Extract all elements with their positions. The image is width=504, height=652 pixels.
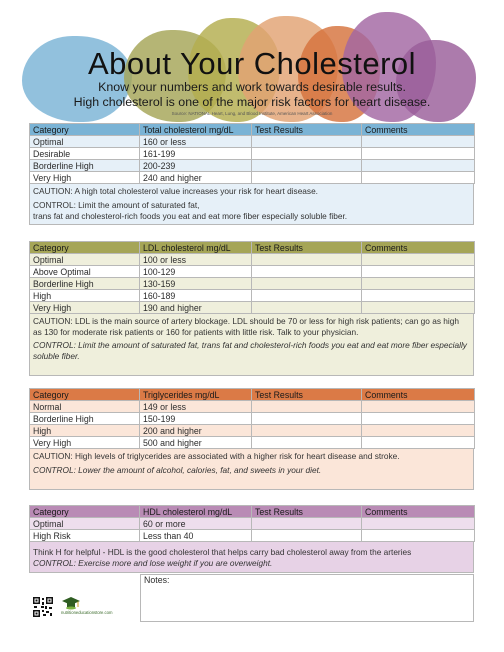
range-cell: 100 or less xyxy=(140,254,252,266)
category-cell: Very High xyxy=(30,302,140,314)
comment-cell[interactable] xyxy=(362,302,475,314)
table-row xyxy=(30,518,475,530)
range-cell: 150-199 xyxy=(140,413,252,425)
header-category: Category xyxy=(30,242,140,254)
total-cholesterol-table xyxy=(29,123,475,184)
comment-cell[interactable] xyxy=(362,136,475,148)
tip-text: Think H for helpful - HDL is the good cholesterol that helps carry bad cholesterol away from the arteries xyxy=(33,547,412,557)
range-cell: Less than 40 xyxy=(140,530,252,542)
header-comments: Comments xyxy=(362,242,475,254)
category-cell: Borderline High xyxy=(30,413,140,425)
comment-cell[interactable] xyxy=(362,518,475,530)
triglycerides-table xyxy=(29,388,475,449)
range-cell: 130-159 xyxy=(140,278,252,290)
header-test-results: Test Results xyxy=(252,389,362,401)
source-fineprint: Source: NATIONAL Heart, Lung, and Blood Institute, American Heart Association xyxy=(171,111,333,116)
category-cell: Optimal xyxy=(30,136,140,148)
comment-cell[interactable] xyxy=(362,160,475,172)
header-comments: Comments xyxy=(362,506,475,518)
logo-text: nutritioneducationstore.com xyxy=(61,610,113,615)
category-cell: Borderline High xyxy=(30,278,140,290)
table-header-row xyxy=(30,506,475,518)
test-result-cell[interactable] xyxy=(252,160,362,172)
hdl-section xyxy=(29,505,474,573)
table-row xyxy=(30,172,475,184)
range-cell: 160 or less xyxy=(140,136,252,148)
test-result-cell[interactable] xyxy=(252,148,362,160)
test-result-cell[interactable] xyxy=(252,278,362,290)
header-category: Category xyxy=(30,124,140,136)
table-row xyxy=(30,530,475,542)
test-result-cell[interactable] xyxy=(252,290,362,302)
header-test-results: Test Results xyxy=(252,242,362,254)
range-cell: 149 or less xyxy=(140,401,252,413)
range-cell: 161-199 xyxy=(140,148,252,160)
qr-code-icon xyxy=(32,596,54,618)
range-cell: 240 and higher xyxy=(140,172,252,184)
range-cell: 100-129 xyxy=(140,266,252,278)
range-cell: 200-239 xyxy=(140,160,252,172)
control-text-line-2: trans fat and cholesterol-rich foods you eat and eat more fiber especially soluble fiber. xyxy=(33,211,348,221)
caution-text: CAUTION: LDL is the main source of artery blockage. LDL should be 70 or less for high risk patients; can go as high as 130 for moderate risk patients or 160 for patients with little risk. Talk to your physician. xyxy=(33,316,459,337)
subtitle-line-2: High cholesterol is one of the major risk factors for heart disease. xyxy=(73,95,431,109)
table-row xyxy=(30,437,475,449)
control-text-line-1: CONTROL: Limit the amount of saturated fat, xyxy=(33,200,200,210)
range-cell: 160-189 xyxy=(140,290,252,302)
test-result-cell[interactable] xyxy=(252,302,362,314)
test-result-cell[interactable] xyxy=(252,530,362,542)
comment-cell[interactable] xyxy=(362,172,475,184)
ldl-note xyxy=(29,314,474,376)
test-result-cell[interactable] xyxy=(252,437,362,449)
hdl-table xyxy=(29,505,475,542)
total-cholesterol-note xyxy=(29,184,474,225)
test-result-cell[interactable] xyxy=(252,401,362,413)
comment-cell[interactable] xyxy=(362,530,475,542)
control-text: CONTROL: Lower the amount of alcohol, calories, fat, and sweets in your diet. xyxy=(33,465,322,475)
header-value: Total cholesterol mg/dL xyxy=(140,124,252,136)
category-cell: High xyxy=(30,425,140,437)
comment-cell[interactable] xyxy=(362,413,475,425)
test-result-cell[interactable] xyxy=(252,172,362,184)
header-comments: Comments xyxy=(362,389,475,401)
table-row xyxy=(30,266,475,278)
comment-cell[interactable] xyxy=(362,290,475,302)
comment-cell[interactable] xyxy=(362,425,475,437)
table-row xyxy=(30,160,475,172)
header-comments: Comments xyxy=(362,124,475,136)
category-cell: Optimal xyxy=(30,518,140,530)
comment-cell[interactable] xyxy=(362,254,475,266)
category-cell: High xyxy=(30,290,140,302)
range-cell: 190 and higher xyxy=(140,302,252,314)
comment-cell[interactable] xyxy=(362,401,475,413)
test-result-cell[interactable] xyxy=(252,254,362,266)
table-header-row xyxy=(30,389,475,401)
category-cell: Normal xyxy=(30,401,140,413)
test-result-cell[interactable] xyxy=(252,518,362,530)
comment-cell[interactable] xyxy=(362,148,475,160)
total-cholesterol-section xyxy=(29,123,474,225)
test-result-cell[interactable] xyxy=(252,413,362,425)
ldl-section xyxy=(29,241,474,376)
category-cell: Optimal xyxy=(30,254,140,266)
table-row xyxy=(30,278,475,290)
table-row xyxy=(30,425,475,437)
test-result-cell[interactable] xyxy=(252,425,362,437)
table-header-row xyxy=(30,124,475,136)
header-category: Category xyxy=(30,506,140,518)
header-value: Triglycerides mg/dL xyxy=(140,389,252,401)
hdl-note xyxy=(29,542,474,573)
triglycerides-section xyxy=(29,388,474,490)
category-cell: Very High xyxy=(30,437,140,449)
header-value: LDL cholesterol mg/dL xyxy=(140,242,252,254)
comment-cell[interactable] xyxy=(362,278,475,290)
table-row xyxy=(30,290,475,302)
category-cell: High Risk xyxy=(30,530,140,542)
brand-logo xyxy=(61,596,137,618)
category-cell: Borderline High xyxy=(30,160,140,172)
range-cell: 200 and higher xyxy=(140,425,252,437)
table-row xyxy=(30,413,475,425)
header-test-results: Test Results xyxy=(252,506,362,518)
graduation-cap-icon xyxy=(61,596,81,610)
page-title: About Your Cholesterol xyxy=(87,46,417,81)
comment-cell[interactable] xyxy=(362,437,475,449)
category-cell: Desirable xyxy=(30,148,140,160)
header-value: HDL cholesterol mg/dL xyxy=(140,506,252,518)
header-test-results: Test Results xyxy=(252,124,362,136)
category-cell: Very High xyxy=(30,172,140,184)
notes-field[interactable] xyxy=(140,574,474,622)
footer-area xyxy=(29,574,474,622)
table-row xyxy=(30,254,475,266)
table-row xyxy=(30,401,475,413)
comment-cell[interactable] xyxy=(362,266,475,278)
page-header xyxy=(0,48,504,117)
header-category: Category xyxy=(30,389,140,401)
test-result-cell[interactable] xyxy=(252,136,362,148)
table-row xyxy=(30,302,475,314)
caution-text: CAUTION: A high total cholesterol value increases your risk for heart disease. xyxy=(33,186,318,196)
category-cell: Above Optimal xyxy=(30,266,140,278)
table-row xyxy=(30,136,475,148)
range-cell: 60 or more xyxy=(140,518,252,530)
caution-text: CAUTION: High levels of triglycerides are associated with a higher risk for heart disease and stroke. xyxy=(33,451,400,461)
test-result-cell[interactable] xyxy=(252,266,362,278)
triglycerides-note xyxy=(29,449,474,490)
notes-label: Notes: xyxy=(144,575,170,585)
ldl-table xyxy=(29,241,475,314)
table-header-row xyxy=(30,242,475,254)
control-text: CONTROL: Limit the amount of saturated fat, trans fat and cholesterol-rich foods you eat and eat more fiber especially soluble fiber. xyxy=(33,340,467,361)
subtitle-line-1: Know your numbers and work towards desirable results. xyxy=(98,80,406,94)
table-row xyxy=(30,148,475,160)
control-text: CONTROL: Exercise more and lose weight if you are overweight. xyxy=(33,558,273,568)
range-cell: 500 and higher xyxy=(140,437,252,449)
